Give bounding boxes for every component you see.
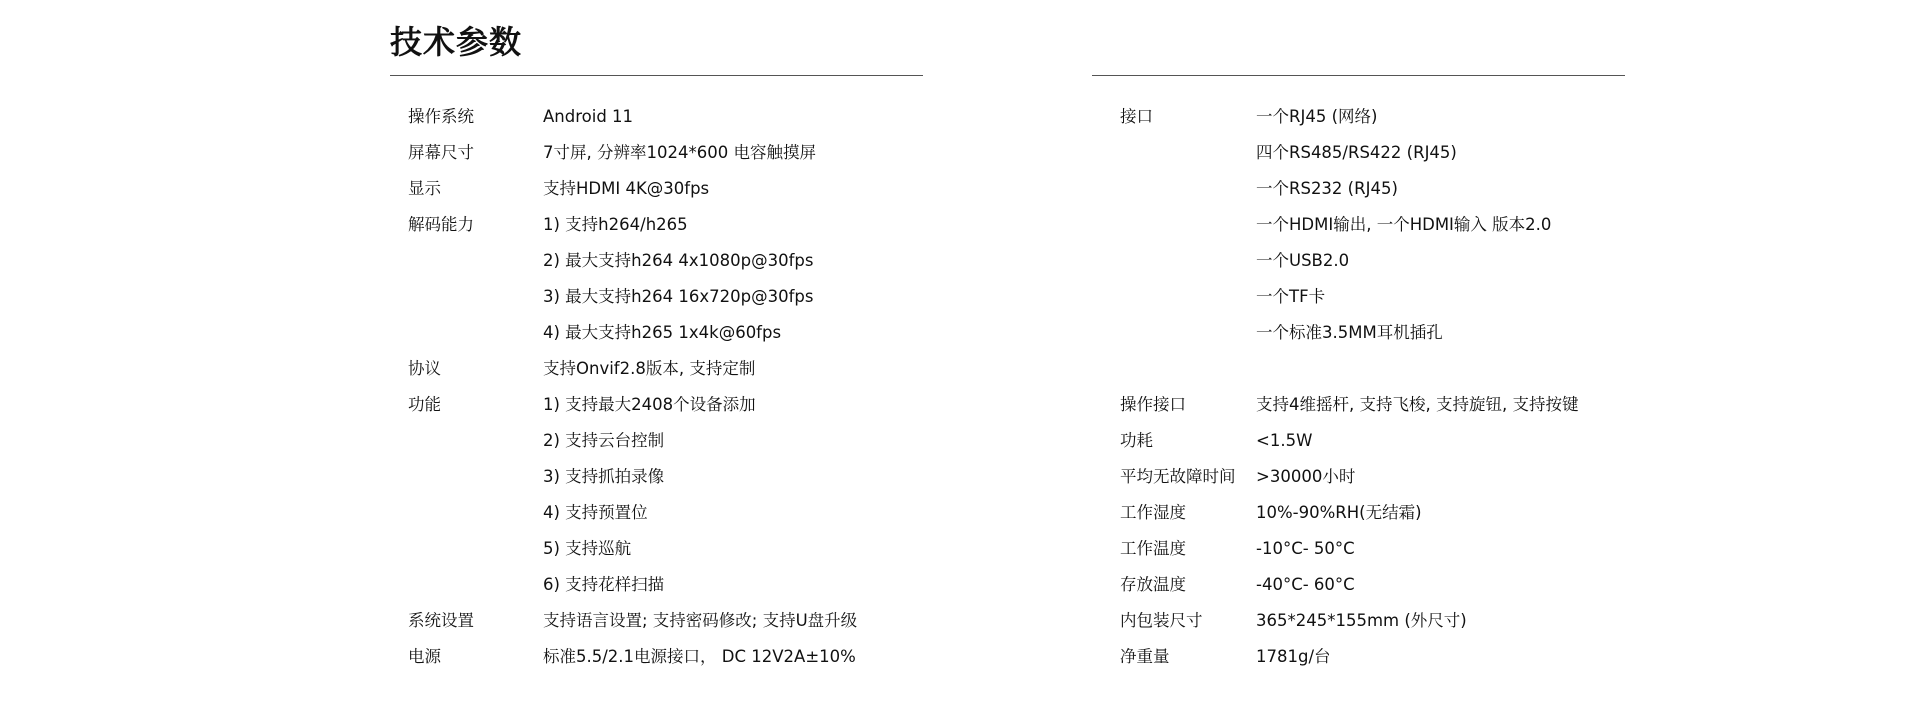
spec-label <box>408 243 543 279</box>
spec-row <box>408 639 908 675</box>
spec-label: 解码能力 <box>408 215 474 234</box>
spec-row <box>1120 387 1625 423</box>
spec-row <box>1120 459 1625 495</box>
spec-row <box>1120 207 1625 243</box>
spec-value: 10%-90%RH(无结霜) <box>1256 503 1422 522</box>
spec-label: 协议 <box>408 359 441 378</box>
spec-row <box>1120 279 1625 315</box>
spec-row <box>408 387 908 423</box>
spec-value: 一个标准3.5MM耳机插孔 <box>1256 323 1443 342</box>
spec-label: 功能 <box>408 395 441 414</box>
spec-value: 3) 支持抓拍录像 <box>543 467 665 486</box>
spec-row <box>408 459 908 495</box>
spec-value: 标准5.5/2.1电源接口， DC 12V2A±10% <box>543 647 856 666</box>
spec-label: 屏幕尺寸 <box>408 143 474 162</box>
page-title: 技术参数 <box>390 23 523 61</box>
spec-row <box>408 207 908 243</box>
spec-label <box>408 531 543 567</box>
spec-value: 支持HDMI 4K@30fps <box>543 179 710 198</box>
spec-row <box>1120 495 1625 531</box>
spec-label: 平均无故障时间 <box>1120 467 1236 486</box>
spec-label <box>1120 207 1256 243</box>
spec-value: 一个TF卡 <box>1256 287 1326 306</box>
spec-row <box>1120 531 1625 567</box>
spec-value <box>1256 351 1625 387</box>
spec-label <box>1120 135 1256 171</box>
spec-label: 功耗 <box>1120 431 1153 450</box>
spec-value: 365*245*155mm (外尺寸) <box>1256 611 1467 630</box>
spec-row <box>1120 243 1625 279</box>
spec-label: 净重量 <box>1120 647 1170 666</box>
spec-label: 显示 <box>408 179 441 198</box>
spec-label <box>408 279 543 315</box>
spec-value: -40°C- 60°C <box>1256 575 1355 594</box>
spec-row <box>1120 423 1625 459</box>
spec-row <box>408 495 908 531</box>
spec-label <box>1120 279 1256 315</box>
spec-value: 一个RS232 (RJ45) <box>1256 179 1398 198</box>
spec-value: 2) 最大支持h264 4x1080p@30fps <box>543 251 814 270</box>
spec-label <box>408 423 543 459</box>
spec-row <box>1120 351 1625 387</box>
spec-value: 四个RS485/RS422 (RJ45) <box>1256 143 1457 162</box>
spec-label <box>1120 315 1256 351</box>
spec-value: <1.5W <box>1256 431 1313 450</box>
spec-value: 5) 支持巡航 <box>543 539 632 558</box>
spec-label <box>408 567 543 603</box>
spec-label: 操作接口 <box>1120 395 1186 414</box>
spec-value: 4) 支持预置位 <box>543 503 648 522</box>
spec-row <box>408 99 908 135</box>
spec-label <box>1120 351 1256 387</box>
spec-label <box>1120 243 1256 279</box>
spec-label: 内包装尺寸 <box>1120 611 1203 630</box>
spec-row <box>408 531 908 567</box>
spec-row <box>408 315 908 351</box>
spec-label <box>408 459 543 495</box>
spec-label <box>408 315 543 351</box>
spec-label <box>1120 171 1256 207</box>
spec-value: 3) 最大支持h264 16x720p@30fps <box>543 287 814 306</box>
spec-row <box>1120 315 1625 351</box>
spec-label: 操作系统 <box>408 107 474 126</box>
spec-value: 一个RJ45 (网络) <box>1256 107 1378 126</box>
spec-row <box>408 243 908 279</box>
spec-label: 电源 <box>408 647 441 666</box>
spec-row <box>408 567 908 603</box>
spec-row <box>408 171 908 207</box>
spec-value: 支持4维摇杆, 支持飞梭, 支持旋钮, 支持按键 <box>1256 395 1579 414</box>
spec-value: 1781g/台 <box>1256 647 1331 666</box>
spec-label: 工作湿度 <box>1120 503 1186 522</box>
spec-value: 7寸屏, 分辨率1024*600 电容触摸屏 <box>543 143 816 162</box>
spec-value: 1) 支持h264/h265 <box>543 215 688 234</box>
spec-label: 存放温度 <box>1120 575 1186 594</box>
spec-value: >30000小时 <box>1256 467 1356 486</box>
spec-value: 支持Onvif2.8版本, 支持定制 <box>543 359 756 378</box>
spec-label <box>408 495 543 531</box>
spec-value: 2) 支持云台控制 <box>543 431 665 450</box>
spec-value: 一个USB2.0 <box>1256 251 1350 270</box>
spec-value: 6) 支持花样扫描 <box>543 575 665 594</box>
spec-value: 4) 最大支持h265 1x4k@60fps <box>543 323 782 342</box>
spec-table-right <box>1120 99 1625 675</box>
spec-row <box>408 423 908 459</box>
spec-row <box>1120 567 1625 603</box>
spec-row <box>408 279 908 315</box>
spec-table-left <box>408 99 908 675</box>
spec-row <box>1120 639 1625 675</box>
spec-row <box>1120 603 1625 639</box>
spec-label: 系统设置 <box>408 611 474 630</box>
spec-row <box>408 351 908 387</box>
title-divider-right <box>1092 75 1625 76</box>
spec-row <box>1120 99 1625 135</box>
spec-row <box>408 603 908 639</box>
spec-row <box>1120 135 1625 171</box>
spec-value: 支持语言设置; 支持密码修改; 支持U盘升级 <box>543 611 858 630</box>
spec-value: 1) 支持最大2408个设备添加 <box>543 395 756 414</box>
spec-label: 接口 <box>1120 107 1153 126</box>
spec-value: -10°C- 50°C <box>1256 539 1355 558</box>
spec-value: Android 11 <box>543 107 634 126</box>
spec-label: 工作温度 <box>1120 539 1186 558</box>
spec-row <box>408 135 908 171</box>
title-divider-left <box>390 75 923 76</box>
spec-value: 一个HDMI输出, 一个HDMI输入 版本2.0 <box>1256 215 1552 234</box>
spec-row <box>1120 171 1625 207</box>
